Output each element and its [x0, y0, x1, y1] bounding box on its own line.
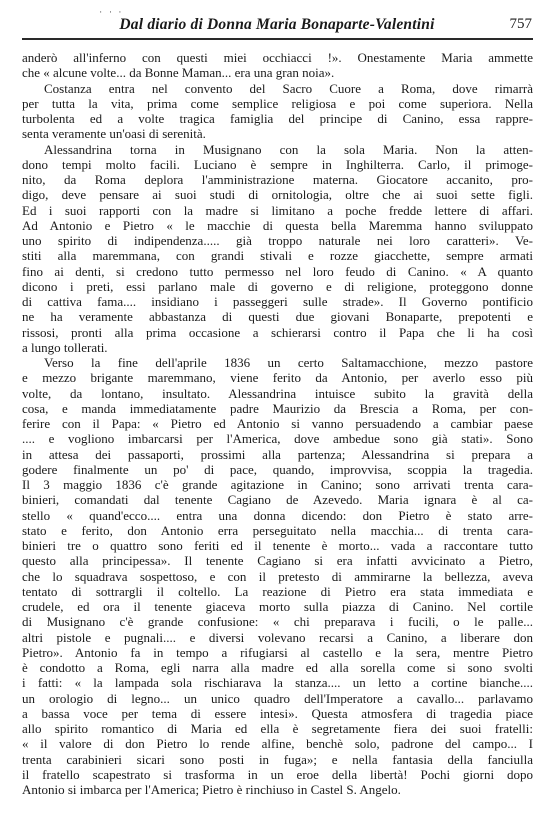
text-line: nito, da Roma deplora l'amministrazione materna. Giocatore accanito, pro- — [22, 172, 533, 187]
text-line: turbolenta ed a volte tragica famiglia del principe di Canino, essa rappre- — [22, 111, 533, 126]
text-line: trenta carabinieri sicari sono posti in fuga»; e nella fantasia della fanciulla — [22, 751, 533, 767]
text-line: cosa, e manda immediatamente padre Maurizio da Brescia a Roma, per con- — [22, 400, 533, 416]
text-line: il fratello scapestrato si trasforma in un eroe della libertà! Pochi giorni dopo — [22, 766, 533, 782]
text-line: rissosi, pronti alla prima occasione a schierarsi contro il Papa che li ha così — [22, 324, 533, 340]
text-line: binieri tre o quattro sono feriti ed il tenente è morto... vada a raccontare tutto — [22, 538, 533, 553]
page-header — [22, 10, 532, 40]
page-number: 757 — [509, 16, 532, 32]
running-title: Dal diario di Donna Maria Bonaparte-Valentini — [119, 16, 435, 33]
text-line: è condotto a Roma, egli narra alla madre ed alla sorella come si sono svolti — [22, 660, 533, 675]
text-line: tentato di sottrargli il coltello. La reazione di Pietro era stata immediata e — [22, 583, 533, 599]
text-line: questo alla principessa». Il tenente Cagiano si era infatti avvicinato a Pietro, — [22, 553, 533, 569]
text-line: binieri, comandati dal tenente Cagiano de Azevedo. Maria ignara è al ca- — [22, 492, 533, 508]
text-line: un orologio di legno... un unico quadro dell'Imperatore a cavallo... parlavamo — [22, 690, 533, 706]
text-line: allo spirito romantico di Maria ed ella è segretamente fiera dei suoi fratelli: — [22, 721, 533, 736]
text-line: dono tempi molto facili. Luciano è sempre in Inghilterra. Carlo, il primoge- — [22, 156, 533, 172]
text-line: .... e vogliono imbarcarsi per l'America, dove ambedue sono già stati». Sono — [22, 431, 533, 447]
text-line: stello « quand'ecco.... entra una donna dicendo: don Pietro è stato arre- — [22, 507, 533, 523]
text-line: a bassa voce per tema di essere intesi». Questa atmosfera di tragedia piace — [22, 705, 533, 721]
text-line: per tutta la vita, prima come semplice religiosa e poi come superiora. Nella — [22, 95, 533, 111]
text-line: Verso la fine dell'aprile 1836 un certo Saltamacchione, mezzo pastore — [44, 355, 533, 370]
text-line: senta veramente un'oasi di serenità. — [22, 126, 206, 142]
text-line: di cattiva fama.... insidiano i passeggeri sulle strade». Il Governo pontificio — [22, 294, 533, 309]
text-line: « il valore di don Pietro lo rende alfine, benchè solo, padrone del campo... I — [22, 736, 533, 752]
text-line: godere finalmente un po' di pace, quando, improvvisa, scoppia la tragedia. — [22, 461, 533, 477]
text-line: Ad Antonio e Pietro « le macchie di questa bella Maremma hanno sviluppato — [22, 217, 533, 233]
text-line: Pietro». Antonio fa in tempo a rifugiarsi al castello e la sera, mentre Pietro — [22, 644, 533, 660]
body-text — [22, 50, 533, 797]
text-line: ne ha veramente abbastanza di questi due giovani Bonaparte, prepotenti e — [22, 309, 533, 325]
text-line: che lo squadrava sospettoso, e con il pretesto di ammirarne la bellezza, aveva — [22, 568, 533, 584]
text-line: ferire con il Papa: « Pietro ed Antonio si vanno persuadendo a cambiar paese — [22, 416, 533, 431]
text-line: stiti alla maremmana, con grandi stivali e rozze giacchette, sempre armati — [22, 248, 533, 264]
text-line: fino ai denti, si credono tutto permesso nel loro feudo di Canino. « A quanto — [22, 263, 533, 279]
text-line: Antonio si imbarca per l'America; Pietro è rinchiuso in Castel S. Angelo. — [22, 782, 401, 797]
text-line: stato e ferito, don Antonio erra perseguitato nella macchia... di trenta cara- — [22, 522, 533, 538]
text-line: altri pistole e pugnali.... e diversi volevano recarsi a Canino, a liberare don — [22, 629, 533, 645]
text-line: e mezzo brigante maremmano, viene ferito da Antonio, per averlo esso più — [22, 370, 533, 386]
text-line: a lungo tollerati. — [22, 339, 108, 355]
text-line: Alessandrina torna in Musignano con la sola Maria. Non la atten- — [44, 141, 533, 157]
text-line: che « alcune volte... da Bonne Maman... era una gran noia». — [22, 65, 335, 81]
text-line: digo, deve pensare ai suoi studi di ornitologia, oltre che ai suoi sette figli. — [22, 187, 533, 203]
text-line: Il 3 maggio 1836 c'è grande agitazione in Canino; sono arrivati trenta cara- — [22, 477, 533, 492]
text-line: volte, da lontano, insultato. Alessandrina intuisce subito la gravità della — [22, 385, 533, 401]
header-rule — [22, 38, 533, 40]
print-marks: ' ' ' — [100, 11, 124, 18]
text-line: anderò all'inferno con questi miei occhiacci !». Onestamente Maria ammette — [22, 50, 533, 65]
text-line: in attesa dei passaporti, prossimi alla partenza; Alessandrina si prepara a — [22, 446, 533, 462]
text-line: Costanza entra nel convento del Sacro Cuore a Roma, dove rimarrà — [44, 80, 533, 96]
text-line: dicono i preti, essi parlano male di governo e di religione, proteggono donne — [22, 278, 533, 294]
text-line: di Musignano c'è grande confusione: « chi preparava i fucili, o le palle... — [22, 614, 533, 630]
text-line: uno spirito di indipendenza..... già troppo naturale nei loro caratteri». Ve- — [22, 233, 533, 248]
text-line: i fatti: « la lampada sola rischiarava la stanza.... un letto a cortine bianche.... — [22, 675, 533, 691]
text-line: Ed i suoi rapporti con la madre si limitano a poche fredde lettere di affari. — [22, 202, 533, 218]
text-line: crudele, ed ora il tenente giaceva morto sulla piazza di Canino. Nel cortile — [22, 599, 533, 614]
